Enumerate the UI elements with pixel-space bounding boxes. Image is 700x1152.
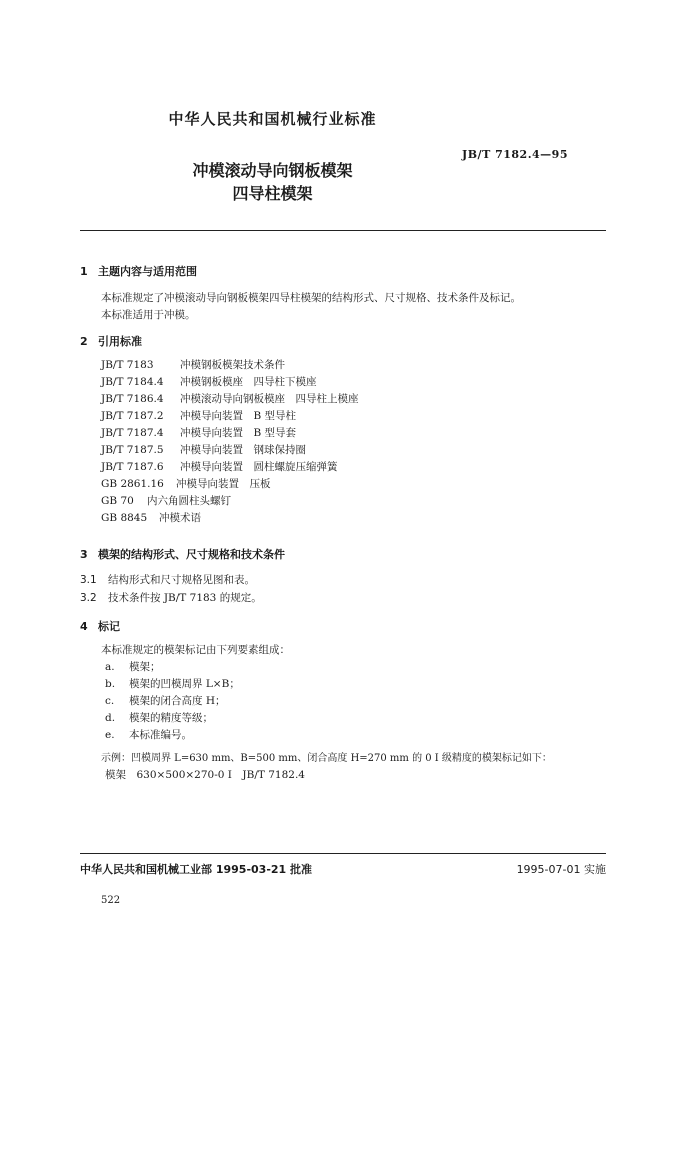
reference-code: JB/T 7187.6 [101,461,164,473]
list-item [105,693,240,710]
reference-name: 冲模导向装置 B 型导柱 [180,410,297,422]
section-1-paragraph-1: 本标准规定了冲模滚动导向钢板模架四导柱模架的结构形式、尺寸规格、技术条件及标记。 [101,292,521,304]
reference-code: GB 8845 [101,512,148,524]
list-item [105,659,240,676]
reference-name: 冲模钢板模座 四导柱下模座 [180,376,317,388]
reference-item [101,510,359,527]
reference-code: JB/T 7187.4 [101,427,164,439]
reference-name: 冲模滚动导向钢板模座 四导柱上模座 [180,393,359,405]
header-rule [80,230,606,231]
clause-3-2 [80,590,262,605]
reference-list [101,357,359,527]
clause-3-1 [80,572,255,587]
reference-name: 内六角圆柱头螺钉 [147,495,231,507]
item-text: 模架的闭合高度 H； [129,695,226,707]
section-4-heading [80,618,120,634]
section-title: 标记 [98,620,120,633]
section-1-paragraph-2: 本标准适用于冲模。 [101,309,196,321]
section-2-heading [80,333,142,349]
section-number: 4 [80,620,88,633]
item-text: 本标准编号。 [129,729,192,741]
reference-name: 冲模术语 [159,512,201,524]
item-letter: e. [105,729,115,741]
list-item [105,676,240,693]
reference-item [101,459,359,476]
reference-item [101,476,359,493]
section-3-heading [80,546,285,562]
clause-text: 结构形式和尺寸规格见图和表。 [108,574,255,586]
section-title: 主题内容与适用范围 [98,265,197,278]
reference-name: 冲模导向装置 钢球保持圈 [180,444,306,456]
clause-text: 技术条件按 JB/T 7183 的规定。 [108,592,262,604]
reference-code: JB/T 7187.2 [101,410,164,422]
item-letter: b. [105,678,116,690]
reference-name: 冲模导向装置 B 型导套 [180,427,297,439]
reference-item [101,425,359,442]
section-1-heading [80,263,197,279]
section-number: 1 [80,265,88,278]
document-title-line2: 四导柱模架 [232,184,313,203]
reference-code: JB/T 7187.5 [101,444,164,456]
document-title-line1: 冲模滚动导向钢板模架 [192,161,353,180]
marking-elements-list [105,659,240,744]
reference-name: 冲模钢板模架技术条件 [180,359,285,371]
standard-body-title: 中华人民共和国机械行业标准 [168,110,377,128]
section-number: 3 [80,548,88,561]
reference-item [101,374,359,391]
section-title: 引用标准 [98,335,142,348]
list-item [105,727,240,744]
reference-name: 冲模导向装置 圆柱螺旋压缩弹簧 [180,461,338,473]
item-text: 模架的凹模周界 L×B； [129,678,240,690]
item-text: 模架的精度等级； [129,712,213,724]
section-title: 模架的结构形式、尺寸规格和技术条件 [98,548,285,561]
list-item [105,710,240,727]
page-number: 522 [101,895,121,906]
item-letter: c. [105,695,115,707]
clause-number: 3.1 [80,574,97,586]
reference-item [101,442,359,459]
reference-item [101,357,359,374]
reference-item [101,391,359,408]
reference-code: GB 70 [101,495,134,507]
reference-code: JB/T 7184.4 [101,376,164,388]
clause-number: 3.2 [80,592,97,604]
marking-example-value: 模架 630×500×270-0 I JB/T 7182.4 [105,769,305,781]
section-number: 2 [80,335,88,348]
item-text: 模架； [129,661,161,673]
marking-example: 示例：凹模周界 L=630 mm、B=500 mm、闭合高度 H=270 mm 的 0 I 级精度的模架标记如下： [101,753,552,764]
item-letter: d. [105,712,116,724]
item-letter: a. [105,661,115,673]
reference-code: JB/T 7183 [101,359,154,371]
reference-name: 冲模导向装置 压板 [176,478,271,490]
reference-code: JB/T 7186.4 [101,393,164,405]
standard-code: JB/T 7182.4—95 [462,148,568,161]
approval-date: 中华人民共和国机械工业部 1995-03-21 批准 [80,863,313,876]
footer-rule [80,853,606,854]
reference-item [101,493,359,510]
reference-item [101,408,359,425]
implementation-date: 1995-07-01 实施 [516,863,606,876]
reference-code: GB 2861.16 [101,478,164,490]
marking-intro: 本标准规定的模架标记由下列要素组成： [101,644,290,656]
